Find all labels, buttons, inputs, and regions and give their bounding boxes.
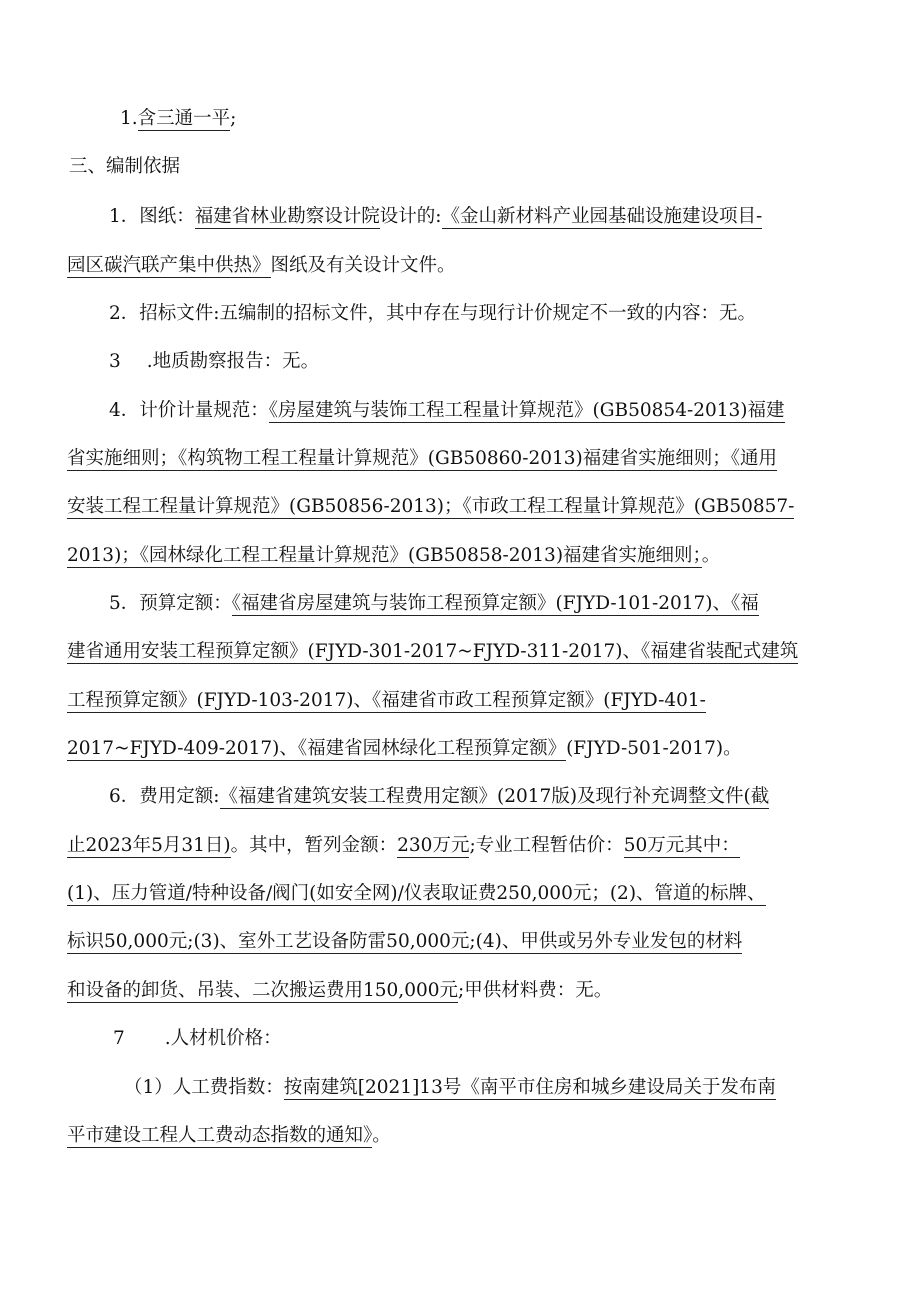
- text-line-8: 省实施细则；《构筑物工程工程量计算规范》(GB50860-2013)福建省实施细则；《通用: [67, 448, 777, 469]
- text-line-21: （1）人工费指数：按南建筑[2021]13号《南平市住房和城乡建设局关于发布南: [124, 1077, 776, 1098]
- text-line-6: 3 .地质勘察报告：无。: [109, 351, 320, 372]
- text-line-16: 止2023年5月31日)。其中，暂列金额：230万元;专业工程暂估价：50万元其中：: [67, 835, 740, 856]
- text-line-19: 和设备的卸货、吊装、二次搬运费用150,000元;甲供材料费：无。: [67, 980, 613, 1001]
- text-line-13: 工程预算定额》(FJYD-103-2017)、《福建省市政工程预算定额》(FJYD-401-: [67, 690, 706, 711]
- text-line-3: 1．图纸：福建省林业勘察设计院设计的:《金山新材料产业园基础设施建设项目-: [109, 206, 763, 227]
- text-line-10: 2013)；《园林绿化工程工程量计算规范》(GB50858-2013)福建省实施细则；。: [67, 545, 721, 566]
- text-line-11: 5．预算定额：《福建省房屋建筑与装饰工程预算定额》(FJYD-101-2017)、《福: [109, 593, 759, 614]
- text-line-5: 2．招标文件:五编制的招标文件，其中存在与现行计价规定不一致的内容：无。: [109, 303, 757, 324]
- text-line-20: 7 .人材机价格：: [113, 1028, 282, 1049]
- text-line-12: 建省通用安装工程预算定额》(FJYD-301-2017~FJYD-311-2017)、《福建省装配式建筑: [67, 641, 799, 662]
- text-line-4: 园区碳汽联产集中供热》图纸及有关设计文件。: [67, 255, 456, 276]
- text-line-14: 2017~FJYD-409-2017)、《福建省园林绿化工程预算定额》(FJYD-501-2017)。: [67, 738, 742, 759]
- text-line-1: 1.含三通一平;: [120, 108, 237, 129]
- text-line-15: 6．费用定额:《福建省建筑安装工程费用定额》(2017版)及现行补充调整文件(截: [109, 786, 770, 807]
- text-line-18: 标识50,000元;(3)、室外工艺设备防雷50,000元;(4)、甲供或另外专业发包的材料: [67, 931, 743, 952]
- text-line-22: 平市建设工程人工费动态指数的通知》。: [67, 1125, 391, 1146]
- section-heading: 三、编制依据: [69, 156, 181, 177]
- text-line-17: (1)、压力管道/特种设备/阀门(如安全网)/仪表取证费250,000元；(2)、管道的标牌、: [67, 883, 766, 904]
- text-line-7: 4．计价计量规范：《房屋建筑与装饰工程工程量计算规范》(GB50854-2013)福建: [109, 400, 785, 421]
- text-line-9: 安装工程工程量计算规范》(GB50856-2013)；《市政工程工程量计算规范》(GB50857-: [67, 496, 795, 517]
